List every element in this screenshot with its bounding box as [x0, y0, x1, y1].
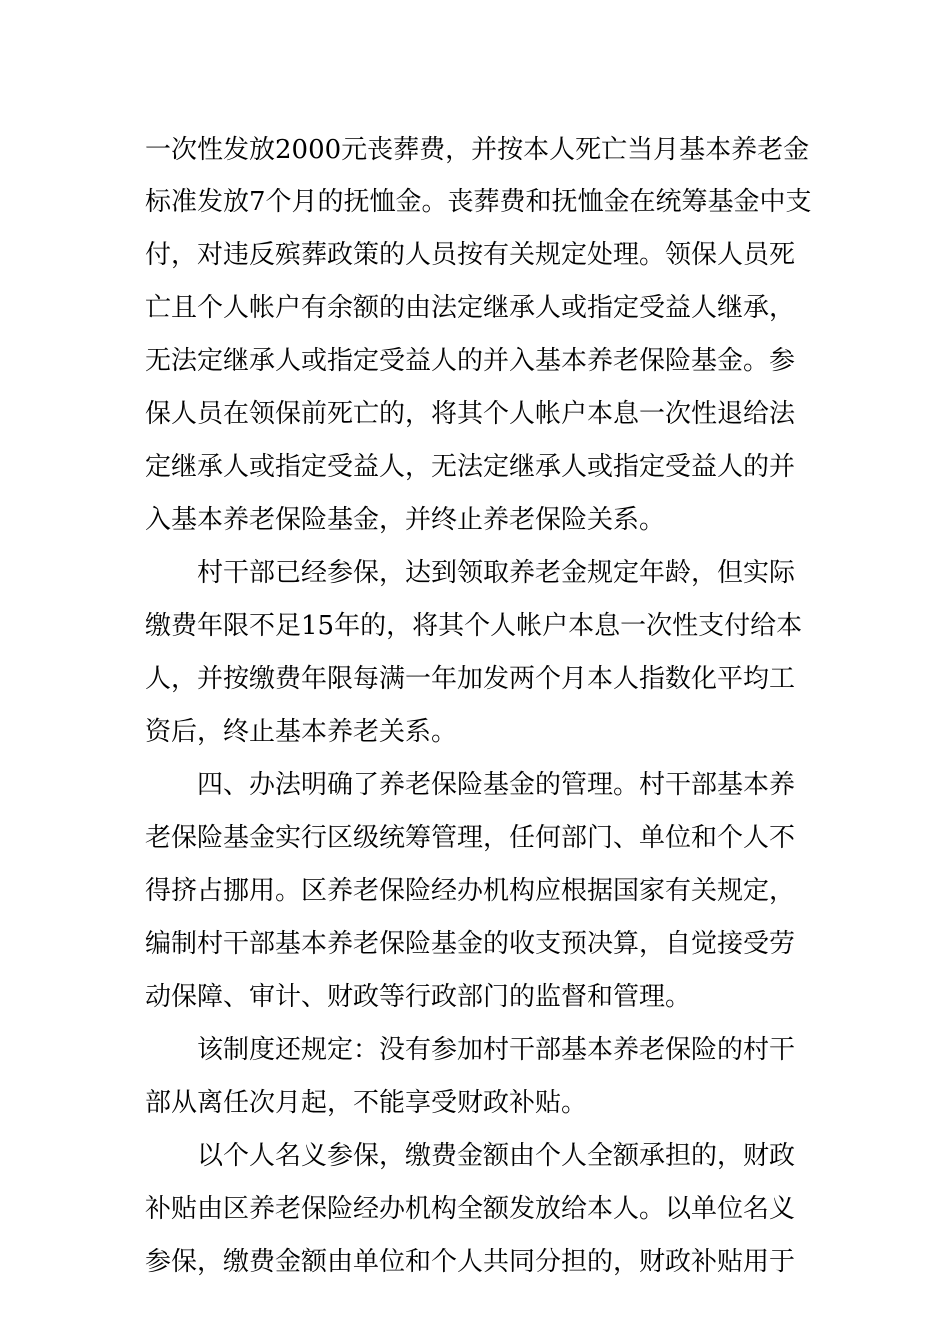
text-line: 缴费年限不足15年的，将其个人帐户本息一次性支付给本 [145, 611, 803, 641]
text-line: 标准发放7个月的抚恤金。丧葬费和抚恤金在统筹基金中支 [145, 187, 812, 217]
text-line: 得挤占挪用。区养老保险经办机构应根据国家有关规定， [145, 876, 796, 906]
paragraph-start-line: 该制度还规定：没有参加村干部基本养老保险的村干 [197, 1035, 796, 1065]
text-line: 付，对违反殡葬政策的人员按有关规定处理。领保人员死 [145, 240, 796, 270]
text-line: 定继承人或指定受益人，无法定继承人或指定受益人的并 [145, 452, 796, 482]
text-line: 亡且个人帐户有余额的由法定继承人或指定受益人继承， [145, 293, 796, 323]
text-line: 参保，缴费金额由单位和个人共同分担的，财政补贴用于 [145, 1247, 796, 1277]
text-line: 资后，终止基本养老关系。 [145, 717, 458, 747]
text-line: 人，并按缴费年限每满一年加发两个月本人指数化平均工 [145, 664, 796, 694]
text-line: 编制村干部基本养老保险基金的收支预决算，自觉接受劳 [145, 929, 796, 959]
text-line: 部从离任次月起，不能享受财政补贴。 [145, 1088, 588, 1118]
text-line: 老保险基金实行区级统筹管理，任何部门、单位和个人不 [145, 823, 796, 853]
text-line: 保人员在领保前死亡的，将其个人帐户本息一次性退给法 [145, 399, 796, 429]
paragraph-start-line: 四、办法明确了养老保险基金的管理。村干部基本养 [197, 770, 796, 800]
text-line: 动保障、审计、财政等行政部门的监督和管理。 [145, 982, 692, 1012]
text-line: 入基本养老保险基金，并终止养老保险关系。 [145, 505, 666, 535]
text-line: 补贴由区养老保险经办机构全额发放给本人。以单位名义 [145, 1194, 796, 1224]
text-line: 一次性发放2000元丧葬费，并按本人死亡当月基本养老金 [145, 135, 810, 165]
text-line: 无法定继承人或指定受益人的并入基本养老保险基金。参 [145, 346, 796, 376]
paragraph-start-line: 以个人名义参保，缴费金额由个人全额承担的，财政 [197, 1141, 796, 1171]
paragraph-start-line: 村干部已经参保，达到领取养老金规定年龄，但实际 [197, 558, 796, 588]
